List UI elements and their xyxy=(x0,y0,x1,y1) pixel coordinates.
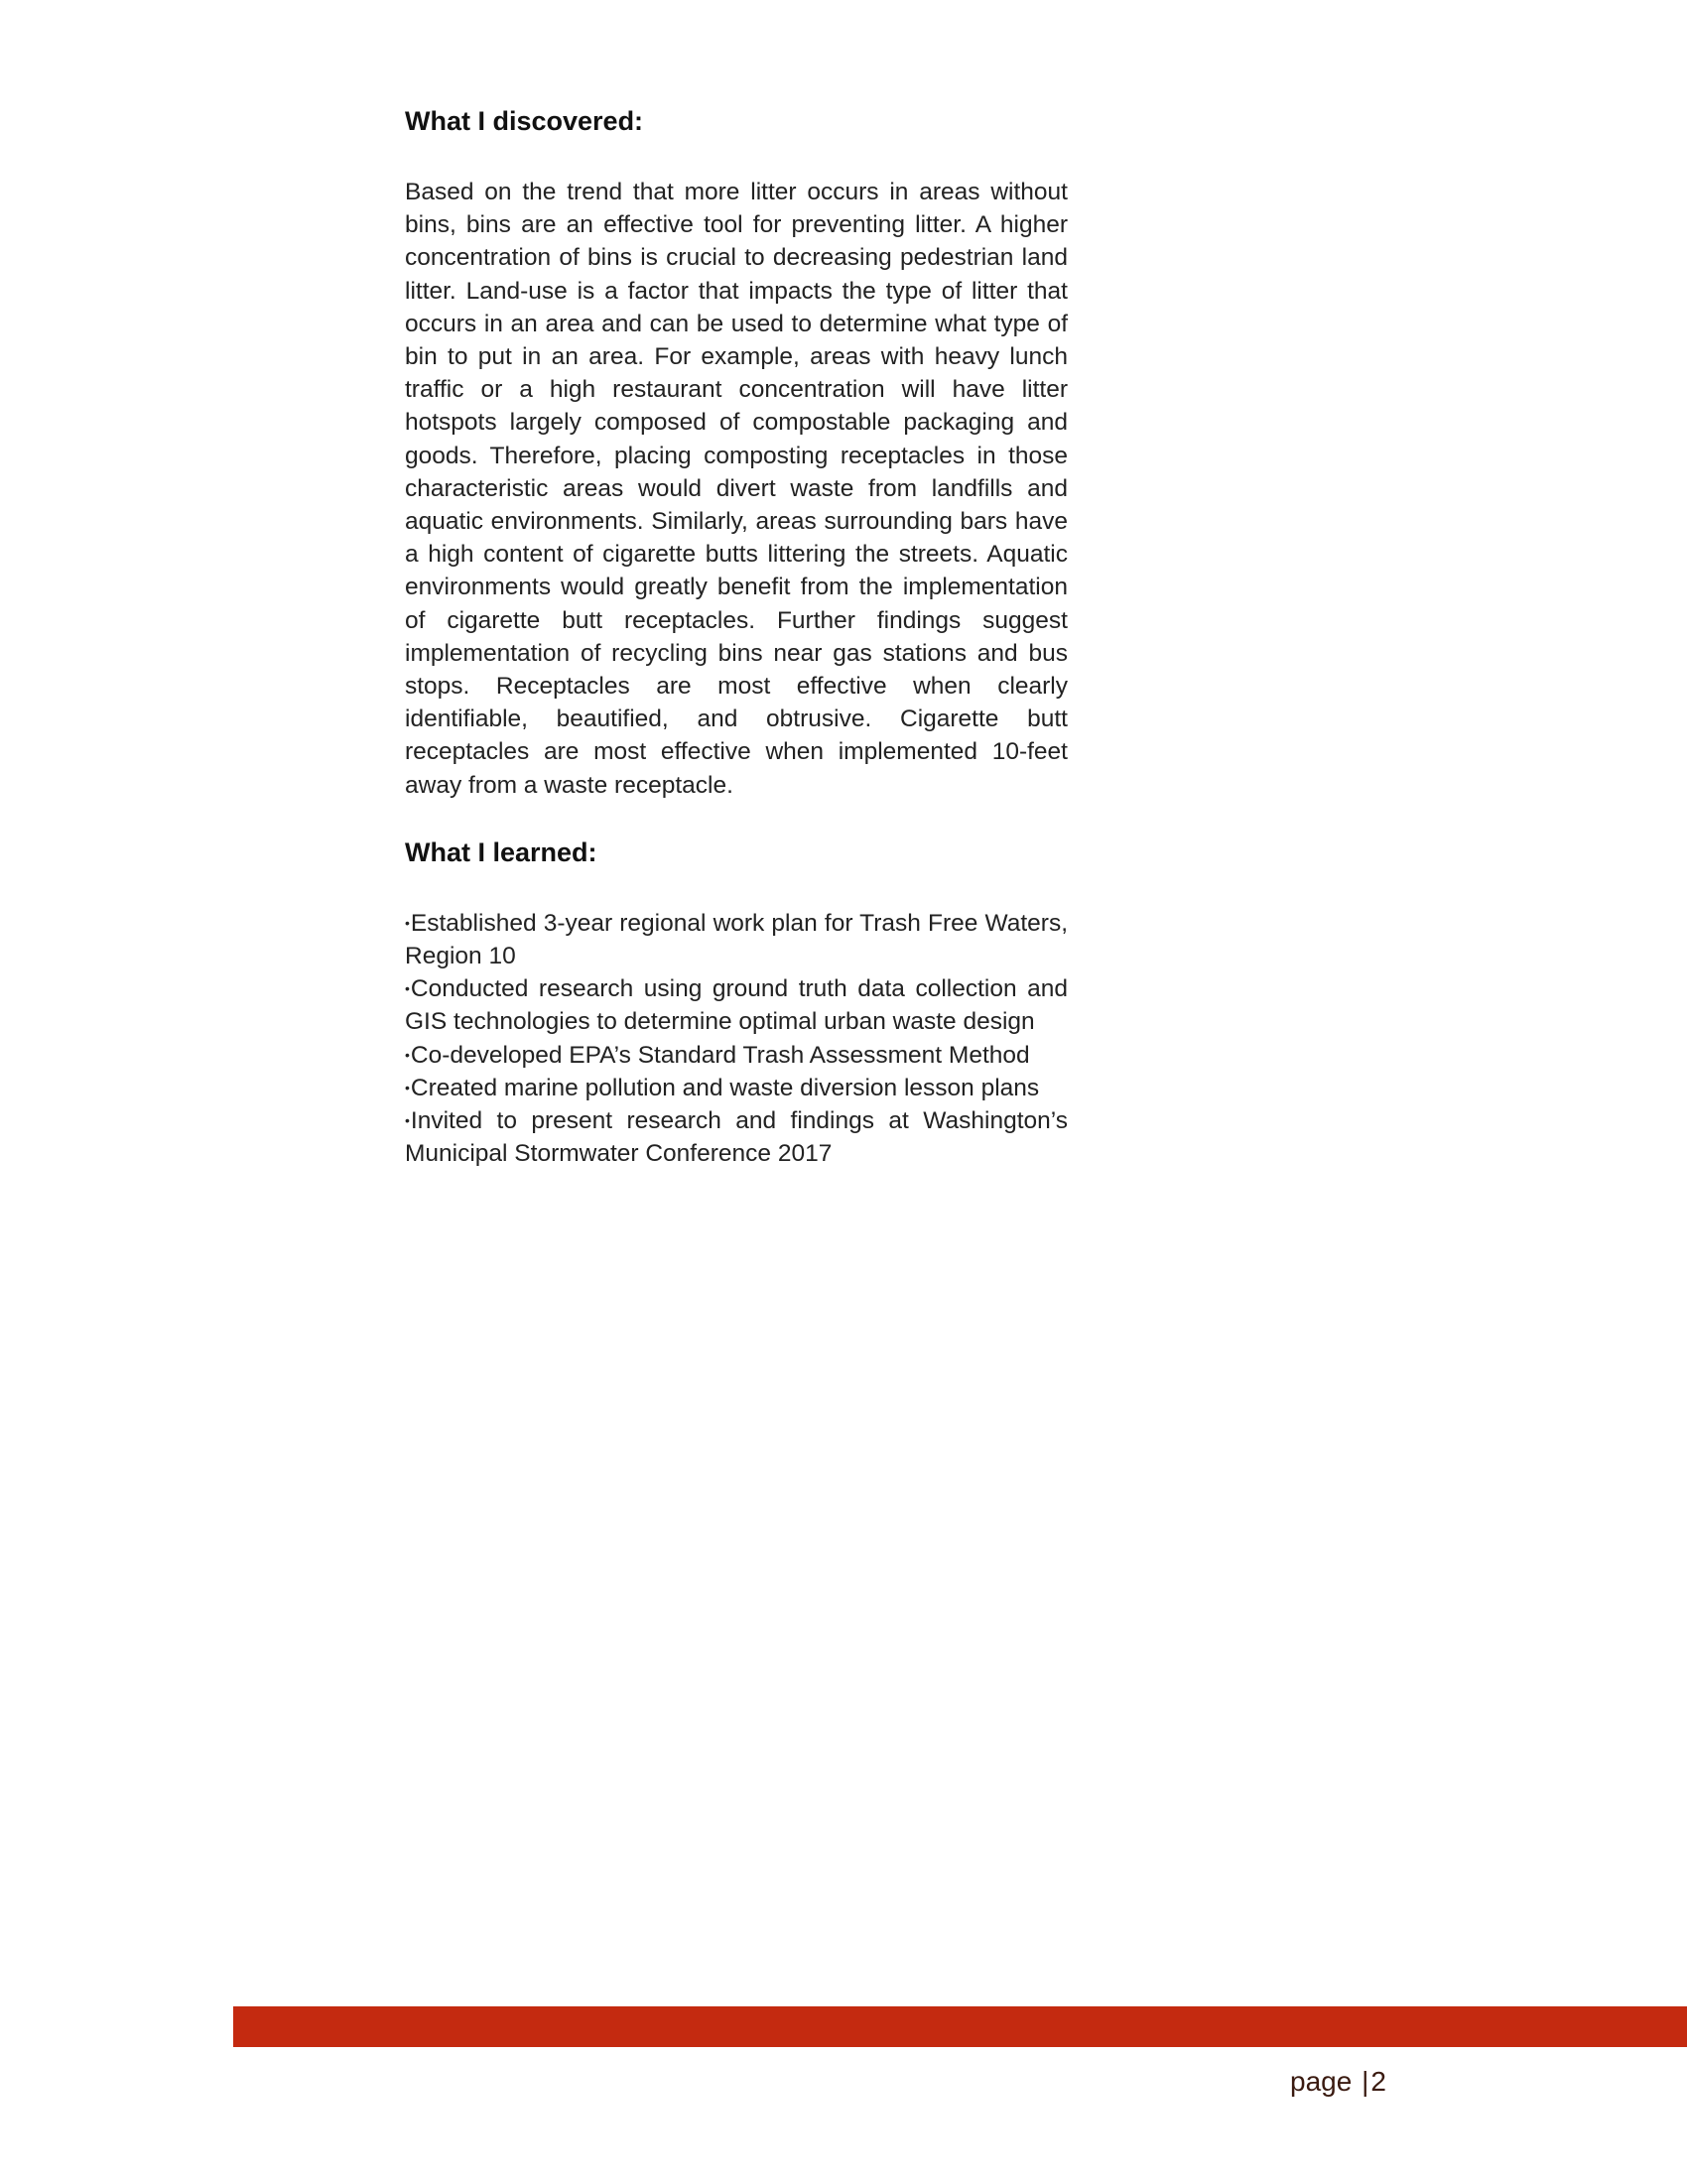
list-item-text: Created marine pollution and waste diversion lesson plans xyxy=(410,1074,1040,1101)
bullet-icon: • xyxy=(405,980,410,997)
page-label: page xyxy=(1290,2066,1353,2097)
list-item xyxy=(405,1104,1068,1170)
bullet-icon: • xyxy=(405,914,410,931)
page-separator: | xyxy=(1362,2066,1369,2097)
discovered-paragraph: Based on the trend that more litter occurs in areas without bins, bins are an effective tool for preventing litter. A higher concentration of bins is crucial to decreasing pedestrian land litter. Land-use is a factor that impacts the type of litter that occurs in an area and can be used to determine what type of bin to put in an area. For example, areas with heavy lunch traffic or a high restaurant concentration will have litter hotspots largely composed of compostable packaging and goods. Therefore, placing composting receptacles in those characteristic areas would divert waste from landfills and aquatic environments. Similarly, areas surrounding bars have a high content of cigarette butts littering the streets. Aquatic environments would greatly benefit from the implementation of cigarette butt receptacles. Further findings suggest implementation of recycling bins near gas stations and bus stops. Receptacles are most effective when clearly identifiable, beautified, and obtrusive. Cigarette butt receptacles are most effective when implemented 10-feet away from a waste receptacle. xyxy=(405,179,1068,799)
page-number xyxy=(1290,2066,1386,2098)
list-item xyxy=(405,1039,1068,1072)
list-item-text: Conducted research using ground truth data collection and GIS technologies to determine optimal urban waste design xyxy=(405,975,1068,1036)
footer-accent-bar xyxy=(233,2006,1687,2047)
bullet-icon: • xyxy=(405,1079,410,1095)
list-item-text: Invited to present research and findings at Washington’s Municipal Stormwater Conference 2017 xyxy=(405,1107,1068,1168)
list-item-text: Established 3-year regional work plan for Trash Free Waters, Region 10 xyxy=(405,909,1068,970)
list-item xyxy=(405,972,1068,1038)
learned-list xyxy=(405,907,1068,1171)
page-number-value: 2 xyxy=(1370,2066,1386,2097)
page-content xyxy=(405,104,1068,1170)
bullet-icon: • xyxy=(405,1046,410,1063)
bullet-icon: • xyxy=(405,1112,410,1129)
list-item xyxy=(405,907,1068,972)
section-heading-learned: What I learned: xyxy=(405,836,597,867)
list-item xyxy=(405,1072,1068,1104)
list-item-text: Co-developed EPA’s Standard Trash Assessment Method xyxy=(410,1041,1030,1069)
section-heading-discovered: What I discovered: xyxy=(405,106,644,136)
